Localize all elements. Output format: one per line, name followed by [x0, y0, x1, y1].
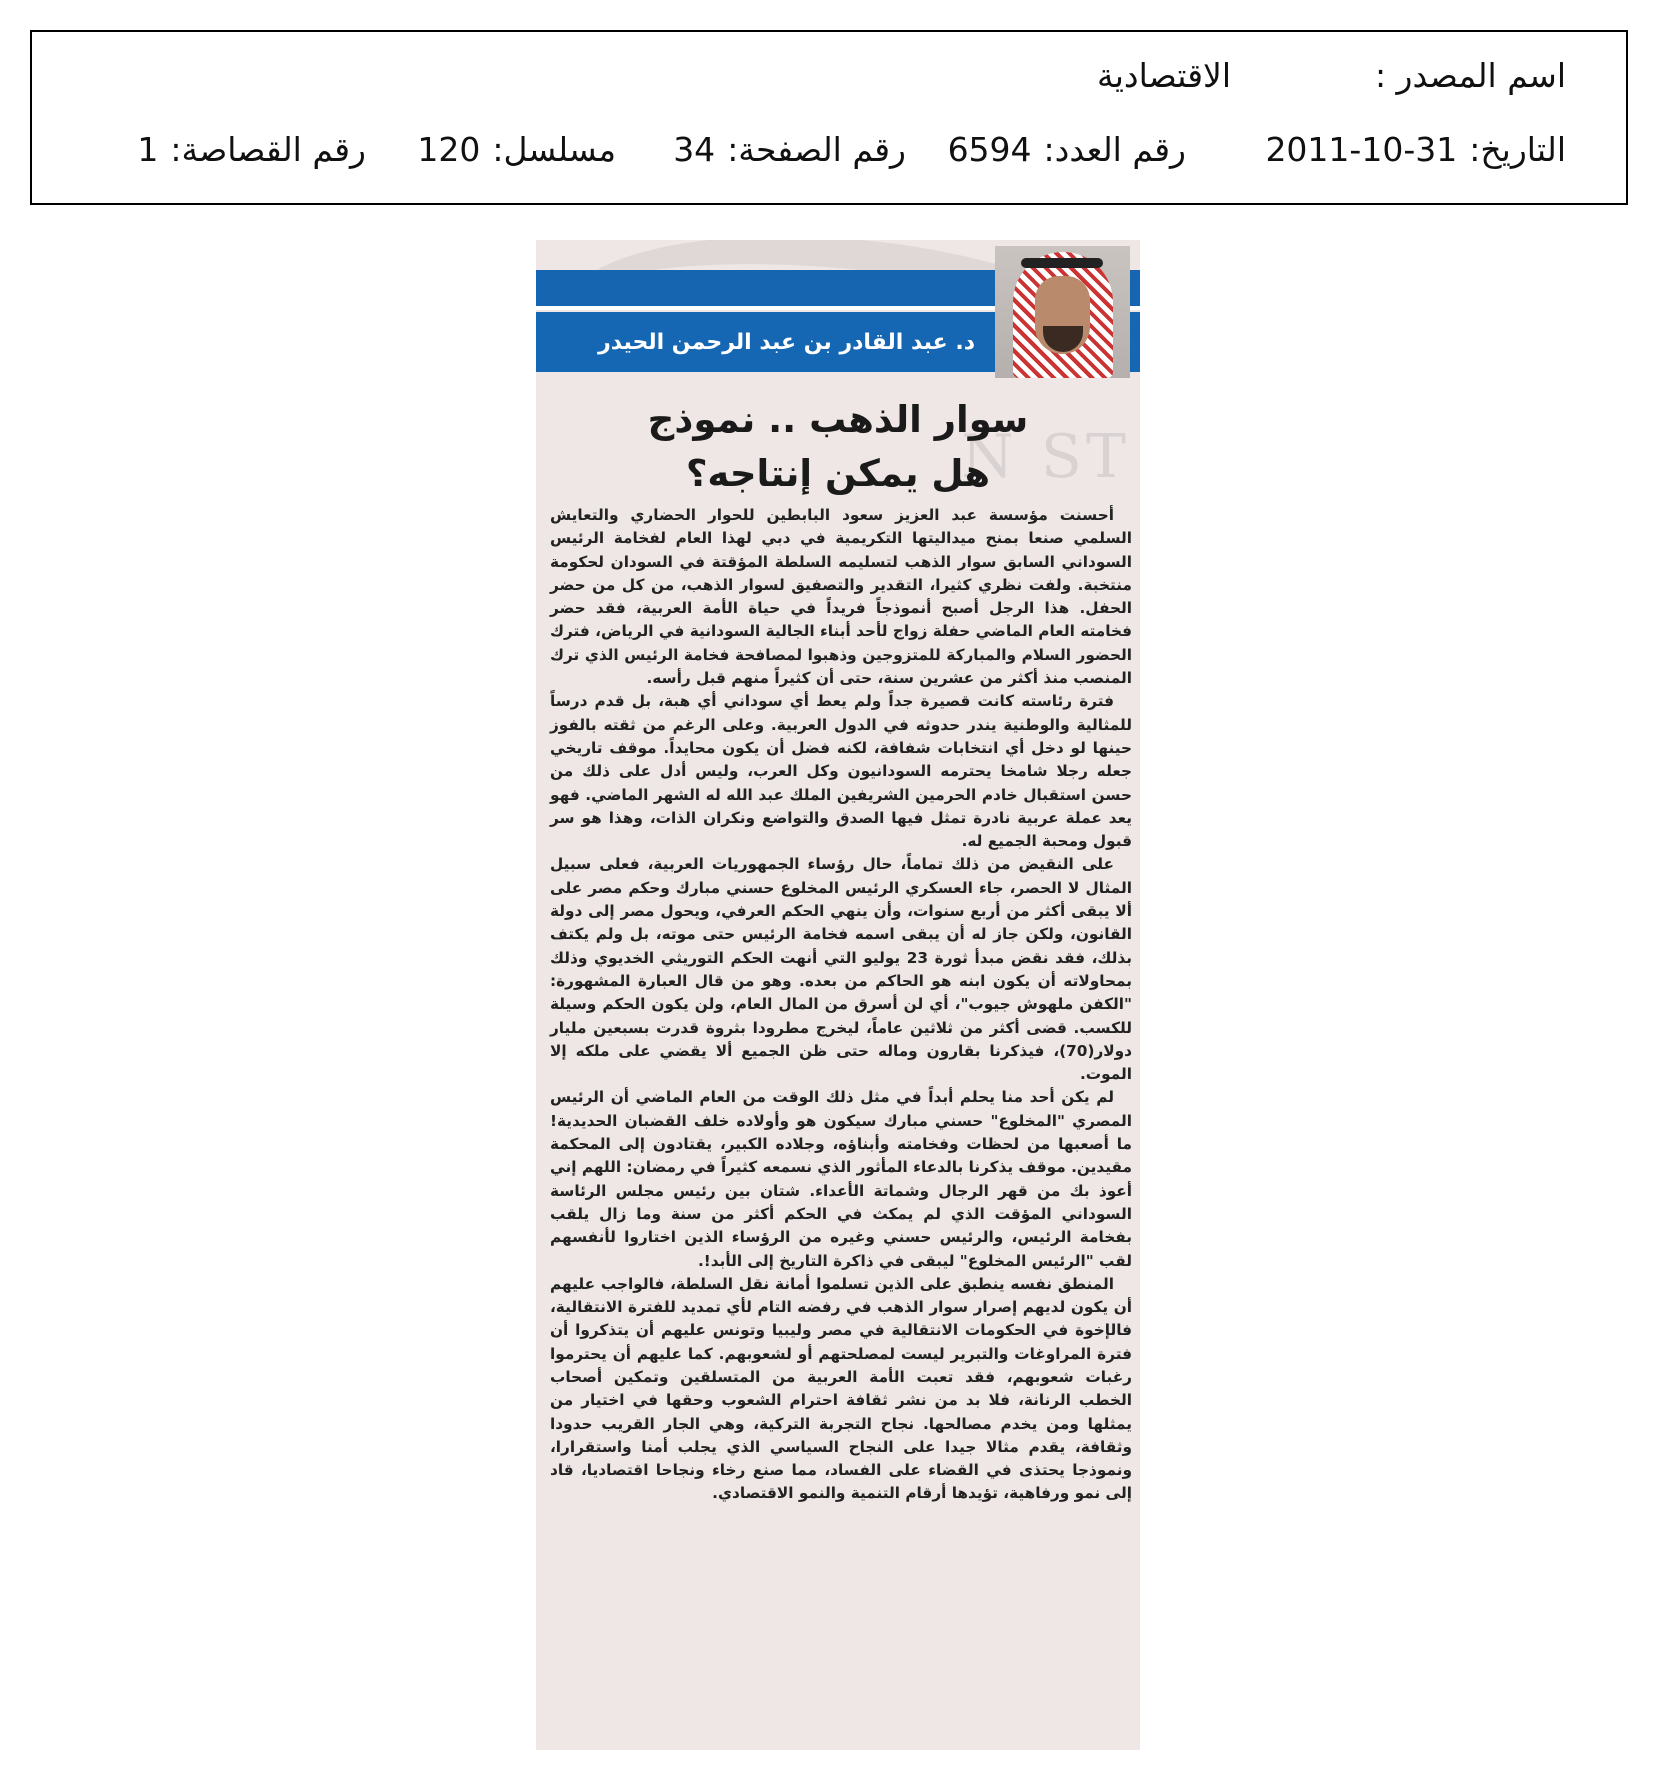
date-label: التاريخ: — [1469, 130, 1566, 169]
metadata-row-source — [92, 54, 1566, 98]
issue-field — [948, 128, 1186, 172]
page-field — [673, 128, 906, 172]
source-label: اسم المصدر : — [1374, 56, 1566, 95]
clipping-metadata-box — [30, 30, 1628, 205]
clip-number-value: 1 — [137, 130, 159, 169]
newspaper-clipping — [536, 240, 1140, 1750]
issue-label: رقم العدد: — [1043, 130, 1186, 169]
article-paragraph: المنطق نفسه ينطبق على الذين تسلموا أمانة نقل السلطة، فالواجب عليهم أن يكون لديهم إصرار سوار الذهب في رفضه التام لأي تمديد للفترة الانتقالية، فالإخوة في الحكومات الانتقالية في مصر وليبيا وتونس عليهم أن يتذكروا أن فترة المراوغات والتبرير ليست لمصلحتهم أو لشعوبهم. كما عليهم أن يحترموا رغبات شعوبهم، فقد تعبت الأمة العربية من المتسلقين وتمكين أصحاب الخطب الرنانة، فلا بد من نشر ثقافة احترام الشعوب وحقها في اختيار من يمثلها ومن يخدم مصالحها. نجاح التجربة التركية، وهي الجار القريب حدودا وثقافة، يقدم مثالا جيدا على النجاح السياسي الذي يجلب أمنا واستقرارا، ونموذجا يحتذى في القضاء على الفساد، مما صنع رخاء ونجاحا اقتصاديا، قاد إلى نمو ورفاهية، تؤيدها أرقام التنمية والنمو الاقتصادي. — [550, 1274, 1132, 1503]
article-paragraph: فترة رئاسته كانت قصيرة جداً ولم يعط أي سوداني أي هبة، بل قدم درساً للمثالية والوطنية يندر حدوثه في الدول العربية. وعلى الرغم من ثقته بالفوز حينها لو دخل أي انتخابات شفافة، لكنه فضل أن يكون محايداً. موقف تاريخي جعله رجلا شامخا يحترمه السودانيون وكل العرب، وليس أدل على ذلك من حسن استقبال خادم الحرمين الشريفين الملك عبد الله له الشهر الماضي. فهو يعد عملة عربية نادرة تمثل فيها الصدق والتواضع ونكران الذات، وهذا هو سر قبول ومحبة الجميع له. — [550, 692, 1132, 851]
clip-number-label: رقم القصاصة: — [170, 130, 366, 169]
serial-value: 120 — [417, 130, 481, 169]
clip-number-field — [137, 128, 366, 172]
article-paragraph: على النقيض من ذلك تماماً، حال رؤساء الجمهوريات العربية، فعلى سبيل المثال لا الحصر، جاء العسكري الرئيس المخلوع حسني مبارك وحكم مصر على ألا يبقى أكثر من أربع سنوات، وأن ينهي الحكم العرفي، ويحول مصر إلى دولة القانون، ولكن جاز له أن يبقى اسمه فخامة الرئيس حتى موته، بل ولم يكتف بذلك، فقد نقض مبدأ ثورة 23 يوليو التي أنهت الحكم التوريثي الخديوي وذلك بمحاولاته أن يكون ابنه هو الحاكم من بعده. وهو من قال العبارة المشهورة: "الكفن ملهوش جيوب"، أي لن أسرق من المال العام، ولن يكون الحكم وسيلة للكسب. قضى أكثر من ثلاثين عاماً، ليخرج مطرودا بثروة قدرت بسبعين مليار دولار(70)، فيذكرنا بقارون وماله حتى ظن الجميع ألا يقضي على ملكه إلا الموت. — [550, 855, 1132, 1084]
page-value: 34 — [673, 130, 716, 169]
metadata-row-details — [92, 128, 1566, 172]
date-field — [1265, 128, 1566, 172]
issue-value: 6594 — [947, 130, 1032, 169]
date-value: 2011-10-31 — [1265, 130, 1458, 169]
headline-line-2: هل يمكن إنتاجه؟ — [685, 452, 991, 495]
source-value: الاقتصادية — [1097, 56, 1231, 95]
article-body — [550, 504, 1132, 1730]
serial-field — [417, 128, 616, 172]
serial-label: مسلسل: — [492, 130, 616, 169]
article-paragraph: أحسنت مؤسسة عبد العزيز سعود البابطين للحوار الحضاري والتعايش السلمي صنعا بمنح ميداليتها التكريمية في دبي لهذا العام لفخامة الرئيس السوداني السابق سوار الذهب لتسليمه السلطة المؤقتة في السودان لحكومة منتخبة. ولفت نظري كثيرا، التقدير والتصفيق لسوار الذهب، من كل من حضر الحفل. هذا الرجل أصبح أنموذجاً فريداً في حياة الأمة العربية، فقد حضر فخامته العام الماضي حفلة زواج لأحد أبناء الجالية السودانية في الرياض، فترك الحضور السلام والمباركة للمتزوجين وذهبوا لمصافحة فخامة الرئيس الذي ترك المنصب منذ أكثر من عشرين سنة، حتى أن كثيراً منهم قبل رأسه. — [550, 506, 1132, 688]
watermark-text: N ST — [961, 422, 1130, 492]
author-photo — [995, 246, 1130, 378]
author-name: د. عبد القادر بن عبد الرحمن الحيدر — [598, 330, 975, 355]
page-label: رقم الصفحة: — [727, 130, 906, 169]
article-paragraph: لم يكن أحد منا يحلم أبداً في مثل ذلك الوقت من العام الماضي أن الرئيس المصري "المخلوع" حسني مبارك سيكون هو وأولاده خلف القضبان الحديدية! ما أصعبها من لحظات وفخامته وأبناؤه، وجلاده الكبير، يقتادون إلى المحكمة مقيدين. موقف يذكرنا بالدعاء المأثور الذي نسمعه كثيراً في رمضان: اللهم إني أعوذ بك من قهر الرجال وشماتة الأعداء. شتان بين رئيس مجلس الرئاسة السوداني المؤقت الذي لم يمكث في الحكم أكثر من سنة وما زال يلقب بفخامة الرئيس، والرئيس حسني وغيره من الرؤساء الذين اختاروا لأنفسهم لقب "الرئيس المخلوع" ليبقى في ذاكرة التاريخ إلى الأبد!. — [550, 1088, 1132, 1270]
headline-line-1: سوار الذهب .. نموذج — [647, 398, 1029, 441]
